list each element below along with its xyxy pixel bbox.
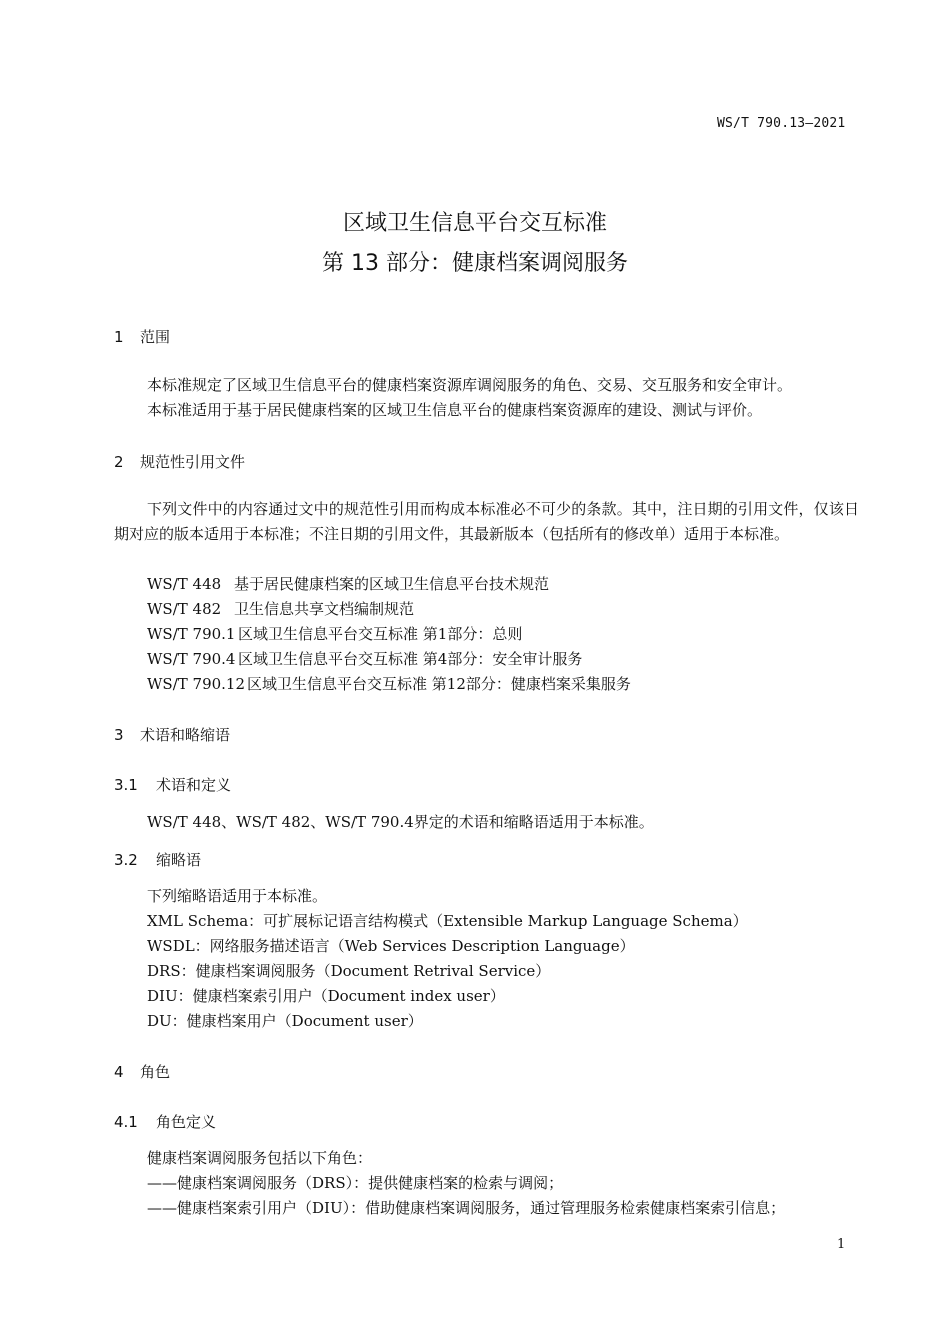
document-title-line1: 区域卫生信息平台交互标准: [342, 211, 607, 236]
standard-code: WS/T 790.13—2021: [717, 116, 846, 131]
section-title: 角色: [140, 1063, 171, 1081]
reference-item: [147, 673, 631, 694]
abbreviation-item: DIU：健康档案索引用户（Document index user）: [147, 987, 505, 1005]
abbreviation-item: XML Schema：可扩展标记语言结构模式（Extensible Markup Language Schema）: [147, 912, 748, 930]
reference-code: WS/T 790.1: [147, 625, 236, 643]
scope-paragraph-1: 本标准规定了区域卫生信息平台的健康档案资源库调阅服务的角色、交易、交互服务和安全审计。: [147, 376, 793, 394]
abbreviation-item: WSDL：网络服务描述语言（Web Services Description Language）: [147, 937, 635, 955]
reference-item: [147, 648, 582, 669]
section-title: 术语和略缩语: [140, 726, 231, 744]
reference-title: 区域卫生信息平台交互标准 第1部分：总则: [238, 625, 523, 643]
section-number: 4.1: [114, 1113, 138, 1131]
reference-code: WS/T 790.4: [147, 650, 236, 668]
page-number: 1: [837, 1237, 846, 1252]
section-title: 范围: [140, 328, 171, 346]
abbreviation-item: DRS：健康档案调阅服务（Document Retrival Service）: [147, 962, 551, 980]
roles-intro: 健康档案调阅服务包括以下角色：: [147, 1149, 373, 1167]
section-number: 2: [114, 453, 124, 471]
terms-definition-text: WS/T 448、WS/T 482、WS/T 790.4界定的术语和缩略语适用于本标准。: [147, 813, 654, 831]
document-title-line2: 第 13 部分：健康档案调阅服务: [322, 251, 628, 276]
reference-title: 区域卫生信息平台交互标准 第12部分：健康档案采集服务: [247, 675, 631, 693]
section-3-1-heading: [114, 774, 231, 795]
section-title: 规范性引用文件: [140, 453, 246, 471]
section-number: 3.1: [114, 776, 138, 794]
section-title: 角色定义: [156, 1113, 217, 1131]
section-4-1-heading: [114, 1111, 216, 1132]
reference-code: WS/T 482: [147, 600, 222, 618]
reference-item: [147, 623, 522, 644]
section-number: 1: [114, 328, 124, 346]
reference-title: 区域卫生信息平台交互标准 第4部分：安全审计服务: [238, 650, 583, 668]
reference-code: WS/T 448: [147, 575, 222, 593]
section-4-heading: [114, 1061, 170, 1082]
section-number: 3.2: [114, 851, 138, 869]
section-1-heading: [114, 326, 170, 347]
scope-paragraph-2: 本标准适用于基于居民健康档案的区域卫生信息平台的健康档案资源库的建设、测试与评价。: [147, 401, 763, 419]
section-3-heading: [114, 724, 230, 745]
section-title: 缩略语: [156, 851, 202, 869]
reference-title: 基于居民健康档案的区域卫生信息平台技术规范: [234, 575, 550, 593]
section-2-heading: [114, 451, 245, 472]
reference-item: [147, 598, 414, 619]
abbreviation-item: DU：健康档案用户（Document user）: [147, 1012, 423, 1030]
section-title: 术语和定义: [156, 776, 232, 794]
section-3-2-heading: [114, 849, 201, 870]
section-number: 3: [114, 726, 124, 744]
abbreviations-intro: 下列缩略语适用于本标准。: [147, 887, 328, 905]
reference-code: WS/T 790.12: [147, 675, 246, 693]
reference-title: 卫生信息共享文档编制规范: [234, 600, 415, 618]
role-item: ——健康档案调阅服务（DRS）：提供健康档案的检索与调阅；: [147, 1174, 564, 1192]
reference-item: [147, 573, 549, 594]
section-number: 4: [114, 1063, 124, 1081]
references-intro-paragraph: 下列文件中的内容通过文中的规范性引用而构成本标准必不可少的条款。其中，注日期的引用文件，仅该日期对应的版本适用于本标准；不注日期的引用文件，其最新版本（包括所有的修改单）适用于本标准。: [114, 500, 859, 543]
role-item: ——健康档案索引用户（DIU）：借助健康档案调阅服务，通过管理服务检索健康档案索引信息；: [147, 1199, 786, 1217]
